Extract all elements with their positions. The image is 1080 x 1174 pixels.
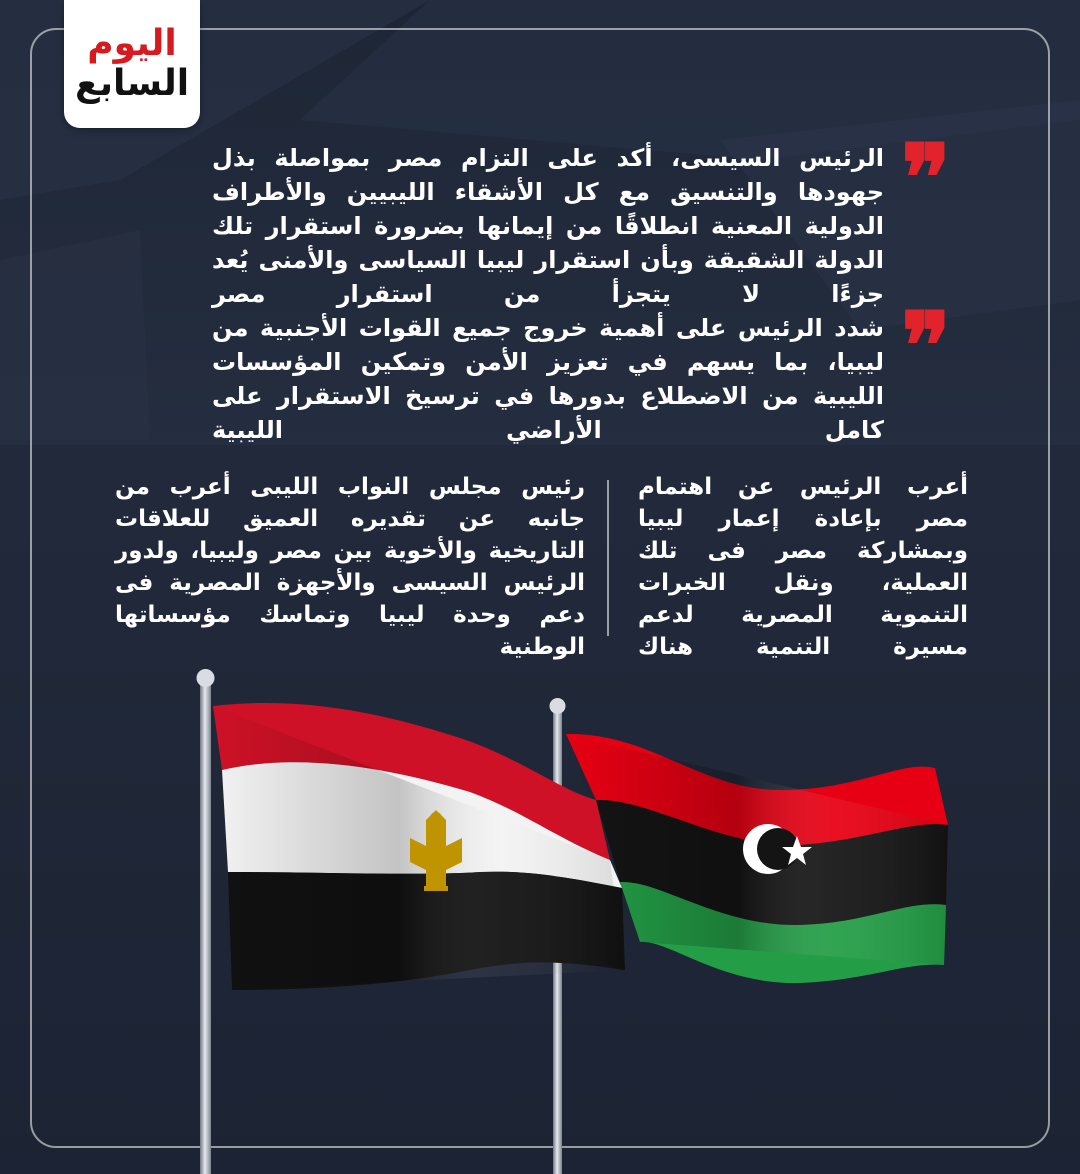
- publisher-logo: [64, 0, 200, 128]
- quote-2-text: شدد الرئيس على أهمية خروج جميع القوات الأجنبية من ليبيا، بما يسهم في تعزيز الأمن وتمكين المؤسسات الليبية من الاضطلاع بدورها في ترسيخ الاستقرار على كامل الأراضي الليبية: [212, 314, 884, 444]
- column-left-text: رئيس مجلس النواب الليبى أعرب من جانبه عن تقديره العميق للعلاقات التاريخية والأخوية بين مصر وليبيا، ولدور الرئيس السيسى والأجهزة المصرية فى دعم وحدة ليبيا وتماسك مؤسساتها الوطنية: [115, 474, 585, 660]
- quote-mark-glyph: ❞: [901, 292, 951, 400]
- flags-illustration: [0, 640, 1080, 1174]
- egypt-flag: [213, 703, 625, 990]
- column-right-text: أعرب الرئيس عن اهتمام مصر بإعادة إعمار ليبيا وبمشاركة مصر فى تلك العملية، ونقل الخبرات التنموية المصرية لدعم مسيرة التنمية هناك: [638, 474, 968, 660]
- flagpole-right-finial: [550, 698, 566, 714]
- quote-mark-glyph: ❞: [901, 124, 951, 232]
- flagpole-left-finial: [197, 669, 215, 687]
- logo-line-1: اليوم: [87, 23, 177, 64]
- column-divider: [607, 480, 609, 636]
- logo-line-2: السابع: [74, 63, 190, 104]
- flagpole-left: [200, 680, 211, 1174]
- quote-mark-icon: [896, 124, 951, 232]
- quote-1-text: الرئيس السيسى، أكد على التزام مصر بمواصلة بذل جهودها والتنسيق مع كل الأشقاء الليبيين والأطراف الدولية المعنية انطلاقًا من إيمانها بضرورة استقرار تلك الدولة الشقيقة وبأن استقرار ليبيا السياسى والأمنى يُعد جزءًا لا يتجزأ من استقرار مصر: [212, 144, 884, 308]
- quote-mark-icon: [896, 292, 951, 400]
